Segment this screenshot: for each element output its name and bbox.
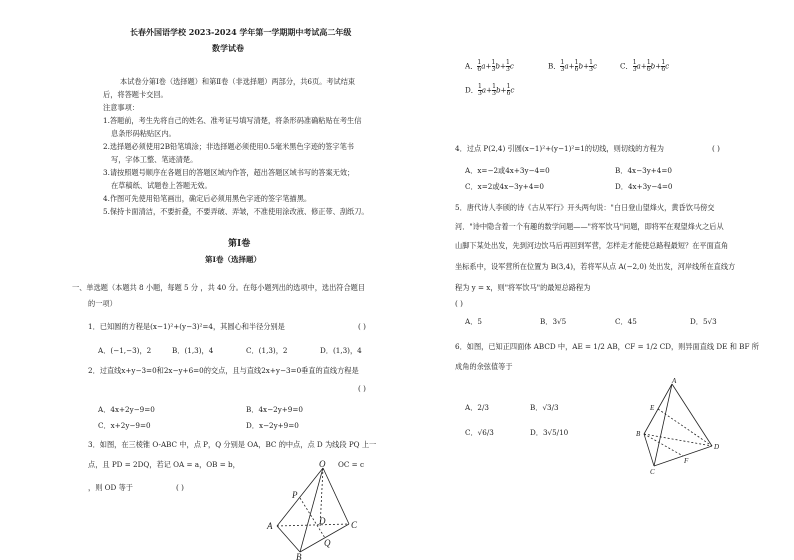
q1-option-d: D．(1,3)，4 xyxy=(320,346,362,355)
q2-option-d: D．x−2y+9=0 xyxy=(246,421,299,430)
section1-line1: 一、单选题（本题共 8 小题，每题 5 分 ，共 40 分。在每小题列出的选项中，选出符合题目 xyxy=(72,283,366,292)
part-subtitle: 第Ⅰ卷（选择题） xyxy=(205,255,262,264)
q3-line2: 点，且 PD = 2DQ，若记 OA = a，OB = b， xyxy=(88,460,240,469)
q2-paren: ( ) xyxy=(358,384,366,393)
q3-line1: 3．如图，在三棱锥 O-ABC 中，点 P，Q 分别是 OA，BC 的中点，点 D 为线段 PQ 上一 xyxy=(88,440,377,449)
q5-paren: ( ) xyxy=(455,299,463,308)
label-o: O xyxy=(319,459,326,469)
exam-title: 长春外国语学校 2023-2024 学年第一学期期中考试高二年级 xyxy=(130,27,352,37)
label-f: F xyxy=(684,457,689,465)
q3-paren: ( ) xyxy=(176,483,184,492)
q5-option-d: D．5√3 xyxy=(690,317,717,326)
notice-2b: 写，字体工整、笔迹清楚。 xyxy=(111,155,198,164)
q3-option-d: D． $\frac{1}{3}$ a+ $\frac{1}{3}$ b+ $\frac{1}{6}$ c xyxy=(465,83,515,97)
q6-line1: 6．如图，已知正四面体 ABCD 中，AE = 1/2 AB，CF = 1/2 CD，则异面直线 DE 和 BF 所 xyxy=(455,342,759,351)
notice-5: 5.保持卡面清洁，不要折叠，不要弄破、弄皱，不准使用涂改液、修正带、刮纸刀。 xyxy=(103,207,369,216)
q5-option-b: B．3√5 xyxy=(540,317,567,326)
label-b: B xyxy=(636,430,641,438)
label-e: E xyxy=(650,404,655,412)
q1-option-c: C．(1,3)，2 xyxy=(246,346,288,355)
label-q: Q xyxy=(324,538,331,548)
notice-1b: 息条形码粘贴区内。 xyxy=(111,129,176,138)
q5-line2: 河．"诗中隐含着一个有趣的数学问题——"将军饮马"问题，即将军在观望烽火之后从 xyxy=(455,222,724,231)
label-c: C xyxy=(650,468,655,476)
label-d: D xyxy=(714,443,720,451)
notice-2a: 2.选择题必须使用2B铅笔填涂；非选择题必须使用0.5毫米黑色字迹的签字笔书 xyxy=(103,142,354,151)
q6-option-a: A．2/3 xyxy=(465,403,489,412)
q4-option-d: D．4x+3y−4=0 xyxy=(615,182,673,191)
section1-line2: 的一项） xyxy=(88,299,117,308)
part-title: 第Ⅰ卷 xyxy=(228,239,251,249)
label-a: A xyxy=(672,377,677,385)
intro-line1: 本试卷分第Ⅰ卷（选择题）和第Ⅱ卷（非选择题）两部分，共6页。考试结束 xyxy=(120,77,356,86)
notice-title: 注意事项： xyxy=(103,103,139,112)
intro-line2: 后，将答题卡交回。 xyxy=(103,90,168,99)
q5-option-a: A．5 xyxy=(465,317,482,326)
q3-option-b: B． $\frac{1}{3}$ a+ $\frac{1}{6}$ b+ $\frac{1}{3}$ c xyxy=(548,59,597,73)
q5-line1: 5．唐代诗人李颀的诗《古从军行》开头两句说："白日登山望烽火，黄昏饮马傍交 xyxy=(455,203,715,212)
exam-subtitle: 数学试卷 xyxy=(212,43,244,53)
notice-3b: 在草稿纸、试题卷上答题无效。 xyxy=(111,181,212,190)
q6-line2: 成角的余弦值等于 xyxy=(455,362,513,371)
notice-4: 4.作图可先使用铅笔画出，确定后必须用黑色字迹的签字笔描黑。 xyxy=(103,194,312,203)
q2-stem: 2．过直线x+y−3=0和2x−y+6=0的交点，且与直线2x+y−3=0垂直的直线方程是 xyxy=(88,366,359,375)
q6-option-c: C．√6/3 xyxy=(465,428,494,437)
notice-3a: 3.请按照题号顺序在各题目的答题区域内作答，超出答题区域书写的答案无效； xyxy=(103,168,355,177)
q5-line4: 坐标系中，设军营所在位置为 B(3,4)，若将军从点 A(−2,0) 处出发，河岸线所在直线方 xyxy=(455,262,736,271)
q1-paren: ( ) xyxy=(358,322,366,331)
q3-option-c: C． $\frac{1}{3}$ a+ $\frac{1}{6}$ b+ $\frac{1}{6}$ c xyxy=(620,59,670,73)
label-a: A xyxy=(267,521,273,531)
q5-line5: 程为 y = x，则"将军饮马"的最短总路程为 xyxy=(455,283,591,292)
label-c: C xyxy=(351,520,358,530)
q2-option-c: C．x+2y−9=0 xyxy=(98,421,151,430)
q5-line3: 山脚下某处出发，先到河边饮马后再回到军营，怎样走才能使总路程最短？在平面直角 xyxy=(455,241,729,250)
q4-paren: ( ) xyxy=(712,144,720,153)
q5-option-c: C．45 xyxy=(615,317,637,326)
q4-stem: 4．过点 P(2,4) 引圆(x−1)²+(y−1)²=1的切线，则切线的方程为 xyxy=(455,144,664,153)
q1-stem: 1．已知圆的方程是(x−1)²+(y−3)²=4，其圆心和半径分别是 xyxy=(88,322,285,331)
label-p: P xyxy=(292,490,298,500)
q1-option-a: A．(−1,−3)，2 xyxy=(98,346,152,355)
q1-option-b: B．(1,3)，4 xyxy=(172,346,214,355)
tetrahedron-figure-q3 xyxy=(265,460,375,560)
q2-option-a: A．4x+2y−9=0 xyxy=(98,405,155,414)
q4-option-c: C．x=2或4x−3y+4=0 xyxy=(465,182,544,191)
q4-option-b: B．4x−3y+4=0 xyxy=(615,166,672,175)
q3-line3: ，则 OD 等于 xyxy=(88,483,133,492)
label-d: D xyxy=(319,516,326,526)
notice-1a: 1.答题前，考生先将自己的姓名、准考证号填写清楚，将条形码准确粘贴在考生信 xyxy=(103,116,362,125)
q2-option-b: B．4x−2y+9=0 xyxy=(246,405,303,414)
q6-option-b: B．√3/3 xyxy=(530,403,559,412)
q3-option-a: A． $\frac{1}{6}$ a+ $\frac{1}{3}$ b+ $\frac{1}{3}$ c xyxy=(465,59,514,73)
label-b: B xyxy=(296,552,302,560)
q3-line2b: OC = c xyxy=(338,460,365,469)
q6-option-d: D．3√5/10 xyxy=(530,428,569,437)
tetrahedron-figure-q6 xyxy=(630,378,730,478)
q4-option-a: A．x=−2或4x+3y−4=0 xyxy=(465,166,550,175)
